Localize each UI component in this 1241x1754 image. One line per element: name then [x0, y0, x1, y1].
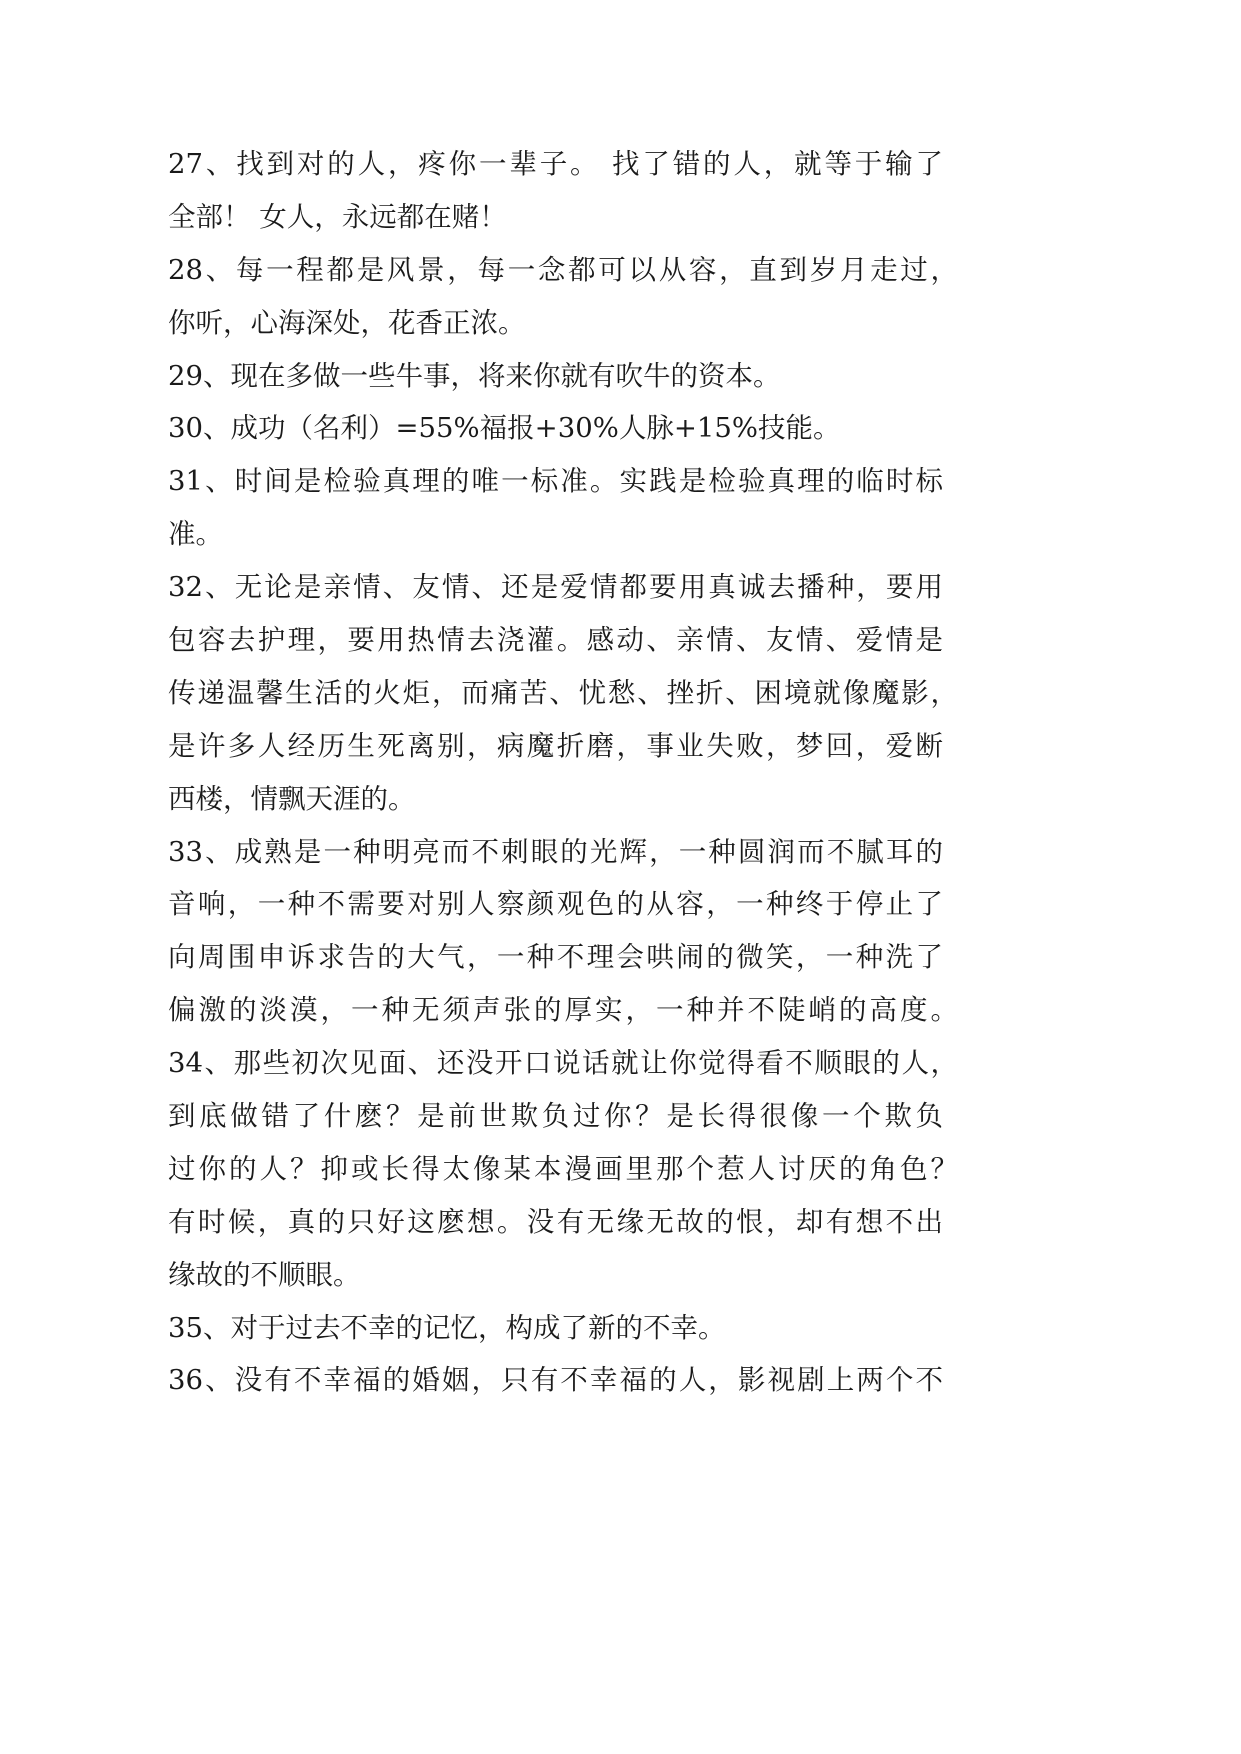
- text-line: 30、成功（名利）=55%福报+30%人脉+15%技能。: [168, 412, 841, 445]
- text-line: 36、没有不幸福的婚姻，只有不幸福的人，影视剧上两个不: [168, 1364, 943, 1397]
- text-line: 有时候，真的只好这麽想。没有无缘无故的恨，却有想不出: [168, 1205, 943, 1238]
- text-line: 31、时间是检验真理的唯一标准。实践是检验真理的临时标: [168, 465, 943, 498]
- text-line: 全部！ 女人，永远都在赌！: [168, 200, 507, 233]
- text-line: 你听，心海深处，花香正浓。: [168, 306, 526, 339]
- text-line: 28、每一程都是风景，每一念都可以从容，直到岁月走过，: [168, 253, 958, 286]
- text-line: 西楼，情飘天涯的。: [168, 782, 416, 815]
- text-line: 传递温馨生活的火炬，而痛苦、忧愁、挫折、困境就像魔影，: [168, 676, 958, 709]
- text-line: 27、找到对的人，疼你一辈子。 找了错的人，就等于输了: [168, 148, 943, 180]
- text-line: 35、对于过去不幸的记忆，构成了新的不幸。: [168, 1311, 726, 1344]
- document-body: [168, 138, 968, 1407]
- text-line: 偏激的淡漠，一种无须声张的厚实，一种并不陡峭的高度。: [168, 994, 958, 1027]
- text-line: 准。: [168, 518, 223, 551]
- text-line: 32、无论是亲情、友情、还是爱情都要用真诚去播种，要用: [168, 571, 943, 604]
- text-line: 包容去护理，要用热情去浇灌。感动、亲情、友情、爱情是: [168, 624, 943, 657]
- text-line: 过你的人？抑或长得太像某本漫画里那个惹人讨厌的角色？: [168, 1152, 958, 1185]
- text-line: 29、现在多做一些牛事，将来你就有吹牛的资本。: [168, 359, 781, 392]
- text-line: 33、成熟是一种明亮而不刺眼的光辉，一种圆润而不腻耳的: [168, 835, 943, 868]
- text-line: 向周围申诉求告的大气，一种不理会哄闹的微笑，一种洗了: [168, 941, 943, 974]
- text-line: 到底做错了什麽？是前世欺负过你？是长得很像一个欺负: [168, 1100, 943, 1133]
- text-line: 缘故的不顺眼。: [168, 1258, 361, 1291]
- text-line: 34、那些初次见面、还没开口说话就让你觉得看不顺眼的人，: [168, 1047, 958, 1080]
- text-line: 是许多人经历生死离别，病魔折磨，事业失败，梦回，爱断: [168, 729, 943, 762]
- text-line: 音响，一种不需要对别人察颜观色的从容，一种终于停止了: [168, 888, 943, 921]
